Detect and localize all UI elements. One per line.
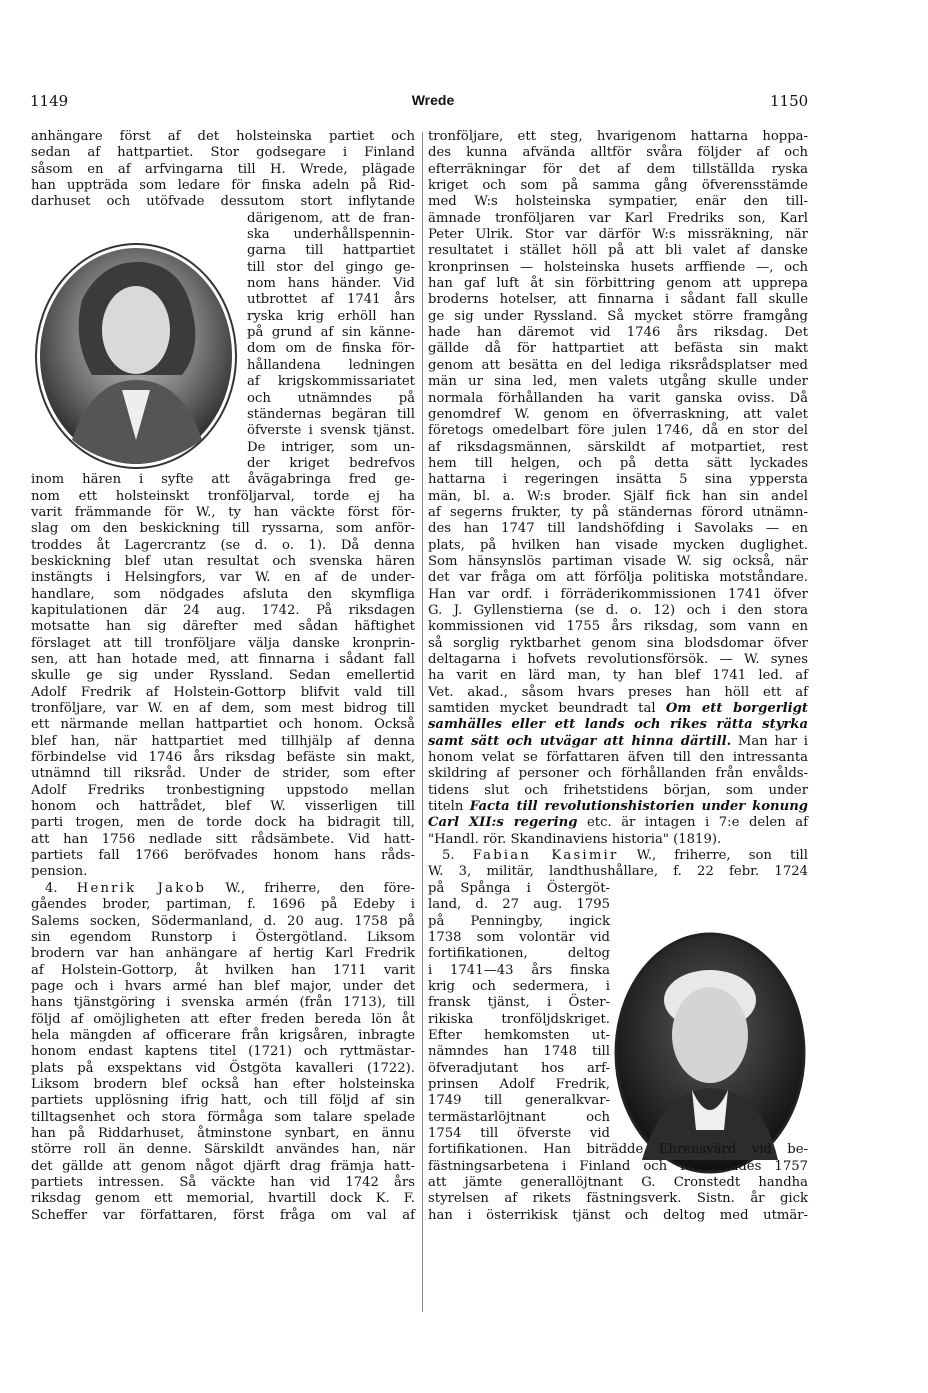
text-line: han gaf luft åt sin förbittring genom att upprepa [428,276,808,292]
text-line: broderns hotelser, att finnarna i sådant fall skulle [428,292,808,308]
text-line: deltagarna i hofvets revolutionsförsök. — W. synes [428,652,808,667]
text-line: han uppträda som ledare för finska adeln på Rid- [31,178,415,194]
text-line: ämnade tronföljaren var Karl Fredriks son, Karl [428,210,808,226]
text-beside-portrait-1 [247,211,415,473]
text-line: öfverste i svensk tjänst. [247,423,415,439]
text-line: hans tjänstgöring i svenska armén (från 1713), till [31,995,415,1011]
text-line: tidens slut och frihetstidens början, som under [428,782,808,798]
text-line: kapitulationen där 24 aug. 1742. På riksdagen [31,602,415,618]
text-line: förbindelse vid 1746 års riksdag befäste sin makt, [31,750,415,766]
text-line: G. J. Gyllenstierna (se d. o. 12) och i den stora [428,602,808,618]
text-line: rikiska tronföljdskriget. [428,1011,610,1027]
text-line: parti trogen, men de torde dock ha bidragit till, [31,815,415,831]
text-line: anhängare först af det holsteinska partiet och [31,129,415,144]
text-line: på Penningby, ingick [428,913,610,929]
text-line: 1749 till generalkvar- [428,1093,610,1109]
text-line: att han 1756 nedlade sitt rådsämbete. Vid hatt- [31,831,415,847]
text-line: hattarna i regeringen insätta 5 sina yppersta [428,472,808,488]
text-line: på Spånga i Östergöt- [428,880,610,896]
text-beside-portrait-2 [428,881,610,1143]
text-line: män, bl. a. W:s broder. Själf fick han sin andel [428,488,808,504]
text-line: förslaget att till tronföljare välja danske kronprin- [31,635,415,651]
text-line: genom att besätta en del lediga riksrådsplatser med [428,357,808,373]
text-line: större roll än denne. Särskildt användes han, när [31,1142,415,1158]
text-fragment: etc. är intagen i 7:e delen af [577,815,808,831]
text-line: i 1741—43 års finska [428,962,610,978]
text-line: prinsen Adolf Fredrik, [428,1076,610,1092]
text-line: darhuset och utöfvade dessutom stort inflytande [31,194,415,210]
text-line: och utnämndes på [247,390,415,406]
text-line: land, d. 27 aug. 1795 [428,897,610,913]
text-fragment: titeln [428,799,470,815]
text-line: med W:s holsteinska sympatier, enär den till- [428,194,808,210]
text-line: så sorglig ryktbarhet genom sina blodsdomar öfver [428,635,808,651]
text-line: gåendes broder, partiman, f. 1696 på Edeby i [31,897,415,913]
text-line: sedan af hattpartiet. Stor godsegare i Finland [31,145,415,161]
text-line: efterräkningar för det af dem tillställda ryska [428,161,808,177]
entry-heading-4 [31,881,415,897]
entry-text: W., friherre, son till [618,848,808,864]
text-line: att jämte generallöjtnant G. Cronstedt handha [428,1175,808,1190]
text-line [428,717,808,733]
work-title: samhälles eller ett lands och rikes rätta styrka [428,717,808,733]
text-line: af Holstein-Gottorp, åt hvilken han 1711 varit [31,962,415,978]
text-fragment: samtiden mycket beundradt tal [428,701,656,717]
text-line: kriget och som på samma gång öfverensstämde [428,178,808,194]
text-line: fortifikationen. Han biträdde Ehrensvärd vid be- [428,1142,808,1158]
text-line: såsom en af arfvingarna till H. Wrede, plägade [31,161,415,177]
text-line: normala förhållanden ha varit ganska oviss. Då [428,390,808,406]
text-line: män ur sina led, men valets utgång skulle under [428,374,808,390]
text-line: Som hänsynslös partiman visade W. sig också, när [428,553,808,569]
text-line: plats, på hvilken han visade mycken duglighet. [428,537,808,553]
work-title: Facta till revolutionshistorien under konung [469,799,808,815]
text-line: ge sig under Ryssland. Så mycket större framgång [428,308,808,324]
text-line: ett närmande mellan hattpartiet och honom. Också [31,717,415,733]
text-line: handlare, som nödgades afsluta den skymfliga [31,586,415,602]
text-line [428,701,808,717]
text-line: inom hären i syfte att åvägabringa fred ge- [31,472,415,488]
text-line: hela mängden af officerare från krigsåren, inbragte [31,1027,415,1043]
work-title: samt sätt och utvägar att hinna därtill. [428,733,732,749]
text-line: Adolf Fredriks tronbestigning uppstodo mellan [31,782,415,798]
text-line: gällde då för hattpartiet att befästa sin makt [428,341,808,357]
text-line: dom om de finska för- [247,341,415,357]
text-line: des han 1747 till landshöfding i Savolaks — en [428,521,808,537]
text-line: brodern var han anhängare af hertig Karl Fredrik [31,946,415,962]
text-line: blef han, när hattpartiet med tillhjälp af denna [31,733,415,749]
text-line: 1738 som volontär vid [428,929,610,945]
text-line: honom och hattrådet, blef W. visserligen till [31,799,415,815]
text-line: kommissionen vid 1755 års riksdag, som vann en [428,619,808,635]
running-title: Wrede [411,92,455,108]
text-line: af segerns frukter, ty på ständernas förord utnämn- [428,504,808,520]
text-line: resultatet i stället höll på att bli valet af danske [428,243,808,259]
text-line: partiets fall 1766 beröfvades honom hans råds- [31,848,415,864]
text-line: kronprinsen — holsteinska husets arffiende —, och [428,259,808,275]
entry-heading-5 [428,848,808,864]
text-line: honom endast kaptens titel (1721) och ryttmästar- [31,1044,415,1060]
text-line: tilltagsenhet och stora förmåga som talare spelade [31,1109,415,1125]
text-line: det var fråga om att förfölja politiska motståndare. [428,570,808,586]
text-line: der kriget bedrefvos [247,455,415,471]
text-line: hade han däremot vid 1746 års riksdag. Det [428,325,808,341]
text-line: nom ett holsteinskt tronföljarval, torde ej ha [31,488,415,504]
text-line: Vet. akad., såsom hvars preses han höll ett af [428,684,808,700]
text-line: genomdref W. genom en öfverraskning, att valet [428,406,808,422]
text-line: på grund af sin känne- [247,325,415,341]
text-line: tronföljare, var W. en af dem, som mest bidrog till [31,701,415,717]
text-line: beskickning blef utan resultat och svenska hären [31,553,415,569]
text-line: Salems socken, Södermanland, d. 20 aug. 1758 på [31,913,415,929]
text-line: "Handl. rör. Skandinaviens historia" (1819). [428,831,722,847]
text-line [428,815,808,831]
text-line: Adolf Fredrik af Holstein-Gottorp blifvit vald till [31,684,415,700]
text-line: honom velat se författaren äfven till den intressanta [428,750,808,766]
text-line: till stor del gingo ge- [247,259,415,275]
work-title: Carl XII:s regering [428,815,578,831]
text-line [428,799,808,815]
text-line: pension. [31,864,88,880]
text-line: Liksom brodern blef också han efter holsteinska [31,1076,415,1092]
text-line: nämndes han 1748 till [428,1044,610,1060]
text-line: öfveradjutant hos arf- [428,1060,610,1076]
text-line: riksdag genom ett memorial, hvartill dock K. F. [31,1191,415,1207]
text-line: ha varit en lärd man, ty han blef 1741 led. af [428,668,808,684]
text-line: tronföljare, ett steg, hvarigenom hattarna hoppa- [428,129,808,144]
entry-number: 4. [45,880,58,896]
text-line: fästningsarbetena i Finland och förordnades 1757 [428,1158,808,1174]
text-line: instängts i Helsingfors, var W. en af de under- [31,570,415,586]
text-line: termästarlöjtnant och [428,1109,610,1125]
text-line: utnämnd till riksråd. Under de strider, som efter [31,766,415,782]
text-line: fransk tjänst, i Öster- [428,995,610,1011]
text-line: De intriger, som un- [247,439,415,455]
text-line: företogs omedelbart före julen 1746, då en stor del [428,423,808,439]
text-line: det gällde att genom något djärft drag främja hatt- [31,1158,415,1174]
text-line: Scheffer var författaren, först fråga om val af [31,1207,415,1223]
text-line: Han var ordf. i förräderikommissionen 1741 öfver [428,586,808,602]
text-line: nom hans händer. Vid [247,276,415,292]
text-line: ryska krig erhöll han [247,308,415,324]
text-line: motsatte han sig därefter med sådan häftighet [31,619,415,635]
text-line: utbrottet af 1741 års [247,292,415,308]
text-line: W. 3, militär, landthushållare, f. 22 febr. 1724 [428,864,808,880]
text-line: ständernas begäran till [247,406,415,422]
text-line [428,734,808,750]
left-column [31,129,415,1224]
text-line: han i österrikisk tjänst och deltog med utmär- [428,1207,808,1223]
text-line: krig och sedermera, i [428,978,610,994]
entry-number: 5. [442,848,455,864]
text-line: varit främmande för W., ty han väckte först för- [31,504,415,520]
text-line: fortifikationen, deltog [428,946,610,962]
text-fragment: Man har i [731,733,809,749]
text-line: Peter Ulrik. Stor var därför W:s missräkning, när [428,227,808,243]
text-line: han på Riddarhuset, åtminstone synbart, en ännu [31,1125,415,1141]
text-line: skildring af personer och förhållanden från envålds- [428,766,808,782]
column-divider [422,132,423,1312]
text-line: partiets intressen. Så väckte han vid 1742 års [31,1175,415,1190]
entry-name: Fabian Kasimir [472,848,619,864]
text-line: garna till hattpartiet [247,243,415,259]
text-line: troddes åt Lagercrantz (se d. o. 1). Då denna [31,537,415,553]
text-line: styrelsen af rikets fästningsverk. Sistn. år gick [428,1191,808,1207]
text-line: plats på exspektans vid Östgöta kavalleri (1722). [31,1060,415,1076]
text-line: 1754 till öfverste vid [428,1125,610,1141]
text-line: följd af omöjligheten att efter freden bereda lön åt [31,1011,415,1027]
page-number-left: 1149 [30,92,69,110]
text-line: ska underhållspennin- [247,227,415,243]
text-line: slag om den beskickning till ryssarna, som anför- [31,521,415,537]
text-line: partiets upplösning ifrig hatt, och till följd af sin [31,1093,415,1109]
text-line: sin egendom Runstorp i Östergötland. Liksom [31,929,415,945]
text-line: page och i hvars armé han blef major, under det [31,978,415,994]
text-line: hem till helgen, och på detta sätt lyckades [428,455,808,471]
entry-name: Henrik Jakob [76,880,207,896]
text-line: af krigskommissariatet [247,374,415,390]
text-line: skulle ge sig under Ryssland. Sedan emellertid [31,668,415,684]
text-line: af riksdagsmännen, särskildt af motpartiet, rest [428,439,808,455]
text-line: hållandena ledningen [247,357,415,373]
entry-text: W., friherre, den före- [206,880,415,896]
text-line: därigenom, att de fran- [247,210,415,226]
text-line: sen, att han hotade med, att finnarna i sådant fall [31,652,415,667]
work-title: Om ett borgerligt [665,701,808,717]
page-number-right: 1150 [770,92,809,110]
text-line: Efter hemkomsten ut- [428,1027,610,1043]
text-line: des kunna afvända alltför svåra följder af och [428,145,808,161]
right-column [428,129,808,1224]
